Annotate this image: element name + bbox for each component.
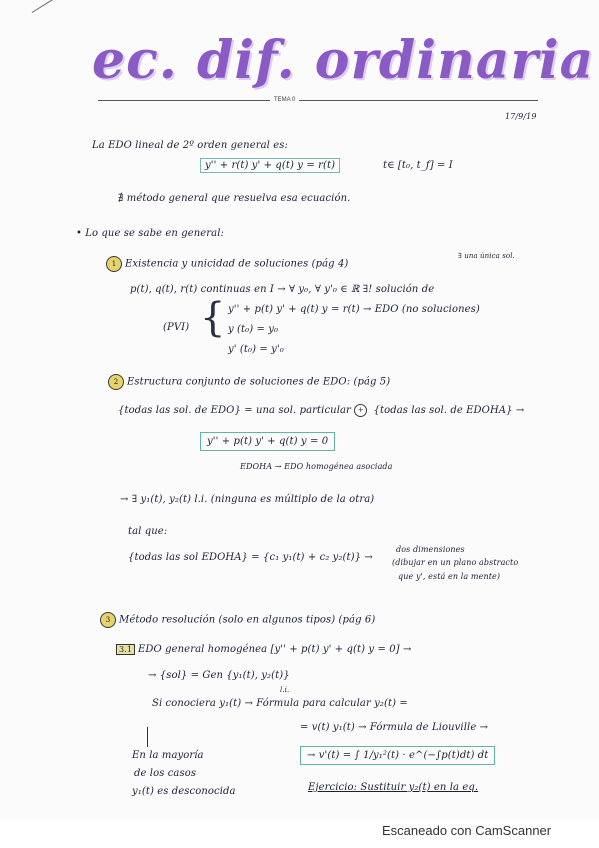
general-equation-box: y'' + r(t) y' + q(t) y = r(t) xyxy=(200,158,340,173)
solution-structure-right: {todas las sol. de EDOHA} xyxy=(373,405,513,416)
v-derivative xyxy=(300,750,495,761)
section-3-label: Método resolución (solo en algunos tipos) (pág 6) xyxy=(119,614,376,626)
section-1-title xyxy=(106,256,348,272)
v-derivative-box: → v'(t) = ∫ 1/y₁²(t) · e^(−∫p(t)dt) dt xyxy=(300,746,495,765)
section-2-number: 2 xyxy=(108,374,124,390)
li-note: l.i. xyxy=(280,686,290,694)
section-2-title xyxy=(108,374,390,390)
section-1-label: Existencia y unicidad de soluciones (pág 4) xyxy=(125,258,349,270)
liouville-formula: = v(t) y₁(t) → Fórmula de Liouville → xyxy=(300,722,489,733)
subsection-3-1-label: EDO general homogénea [y'' + p(t) y' + q(t) y = 0] → xyxy=(138,644,412,655)
page-title: ec. dif. ordinaria xyxy=(92,30,595,91)
solution-span: → {sol} = Gen {y₁(t), y₂(t)} xyxy=(148,670,290,681)
scanner-watermark: Escaneado con CamScanner xyxy=(382,823,552,838)
section-2-label: Estructura conjunto de soluciones de EDO: (pág 5) xyxy=(127,376,391,388)
pvi-brace: { xyxy=(200,295,226,341)
domain: t∈ [t₀, t_f] = I xyxy=(383,160,453,171)
title-rule xyxy=(98,100,538,101)
known-heading: • Lo que se sabe en general: xyxy=(76,228,224,239)
section-3-number: 3 xyxy=(100,612,116,628)
pvi-label: (PVI) xyxy=(163,322,190,333)
general-solution-set: {todas las sol EDOHA} = {c₁ y₁(t) + c₂ y₂(t)} → xyxy=(128,552,373,563)
no-general-method: ∄ método general que resuelva esa ecuación. xyxy=(118,193,351,204)
such-that: tal que: xyxy=(128,526,168,537)
section-1-number: 1 xyxy=(106,256,122,272)
if-known: Si conociera y₁(t) → Fórmula para calcular y₂(t) = xyxy=(152,698,408,709)
general-equation xyxy=(200,160,340,171)
independent-solutions: → ∃ y₁(t), y₂(t) l.i. (ninguna es múltiplo de la otra) xyxy=(120,494,375,505)
majority-note-3: y₁(t) es desconocida xyxy=(132,786,236,797)
pen-mark xyxy=(32,0,63,13)
pvi-condition-1: y (t₀) = y₀ xyxy=(228,324,279,335)
subsection-3-1-title xyxy=(116,644,411,655)
section-3-title xyxy=(100,612,375,628)
continuity-condition: p(t), q(t), r(t) continuas en I → ∀ y₀, ∀ y'₀ ∈ ℝ ∃! solución de xyxy=(130,284,435,295)
edoha-note: EDOHA → EDO homogénea asociada xyxy=(240,462,393,471)
subsection-3-1-number: 3.1 xyxy=(116,644,135,655)
exercise-note xyxy=(308,782,478,793)
pvi-condition-2: y' (t₀) = y'₀ xyxy=(228,344,284,355)
topic-label: TEMA 0 xyxy=(270,97,299,103)
solution-structure: {todas las sol. de EDO} = una sol. particular + {todas las sol. de EDOHA} → xyxy=(118,405,525,416)
dimension-note-3: que y', está en la mente) xyxy=(398,572,501,581)
date: 17/9/19 xyxy=(505,112,537,121)
majority-note-2: de los casos xyxy=(134,768,197,779)
homogeneous-equation-box: y'' + p(t) y' + q(t) y = 0 xyxy=(200,432,335,451)
plus-icon: + xyxy=(354,404,367,417)
intro-line: La EDO lineal de 2º orden general es: xyxy=(92,140,288,151)
exercise-note-text: Ejercicio: Sustituir y₂(t) en la eq. xyxy=(308,782,479,793)
dimension-note-2: (dibujar en un plano abstracto xyxy=(392,558,519,567)
pvi-equation: y'' + p(t) y' + q(t) y = r(t) → EDO (no soluciones) xyxy=(228,304,480,315)
down-arrow xyxy=(147,727,148,747)
dimension-note: dos dimensiones xyxy=(396,545,465,554)
majority-note-1: En la mayoría xyxy=(132,750,204,761)
uniqueness-note: ∃ una única sol. xyxy=(458,252,515,260)
homogeneous-equation xyxy=(200,436,335,447)
solution-structure-left: {todas las sol. de EDO} = una sol. particular xyxy=(118,405,351,416)
